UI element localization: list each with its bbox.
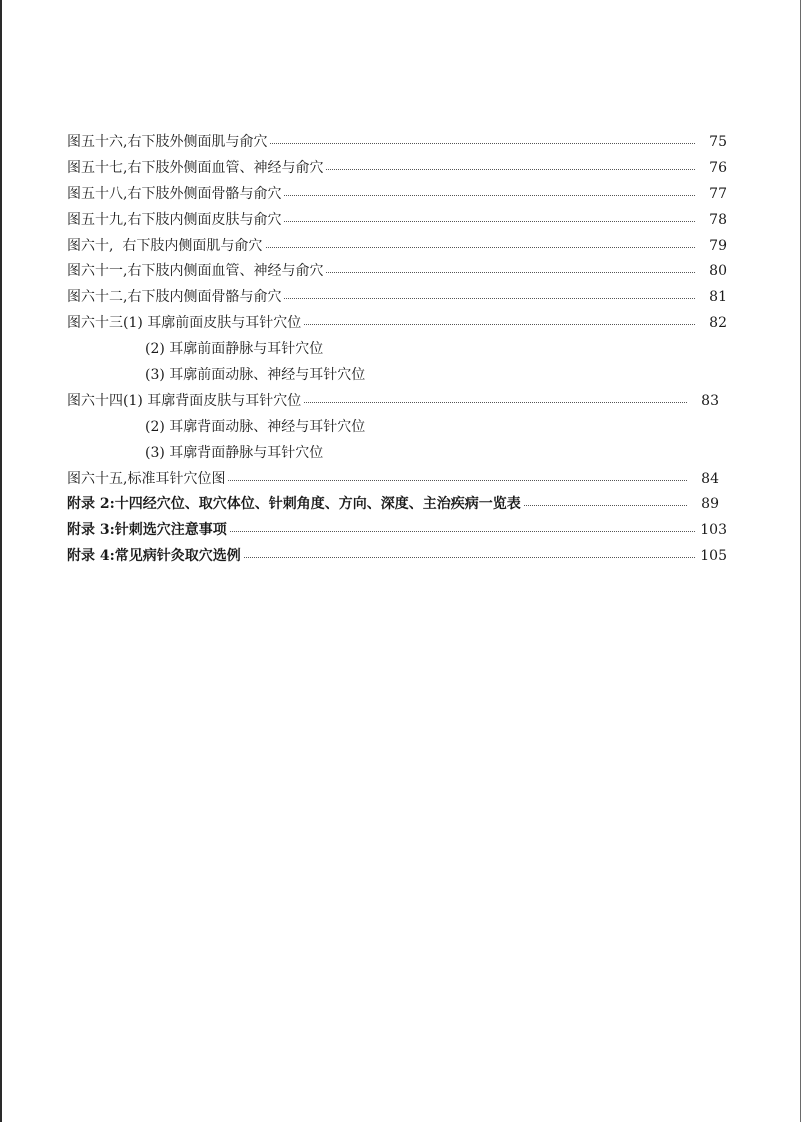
toc-appendix-entry[interactable] (67, 544, 727, 570)
table-of-contents (67, 130, 727, 570)
toc-subentry-label: (2) 耳廓前面静脉与耳针穴位 (145, 337, 326, 363)
toc-entry[interactable] (67, 156, 727, 182)
toc-entry-label: 图六十五,标准耳针穴位图 (67, 467, 228, 493)
toc-entry-label: 图五十九,右下肢内侧面皮肤与俞穴 (67, 208, 284, 234)
toc-entry-page: 83 (689, 389, 719, 415)
toc-subentry[interactable] (67, 441, 727, 467)
toc-subentry[interactable] (67, 337, 727, 363)
page-left-edge (0, 0, 2, 1122)
toc-entry[interactable] (67, 311, 727, 337)
toc-entry[interactable] (67, 389, 727, 415)
toc-entry-label: 附录 4:常见病针灸取穴选例 (67, 544, 244, 570)
toc-entry-label: 图五十六,右下肢外侧面肌与俞穴 (67, 130, 270, 156)
toc-entry-page: 78 (697, 208, 727, 234)
toc-entry-label: 图五十八,右下肢外侧面骨骼与俞穴 (67, 182, 284, 208)
toc-entry[interactable] (67, 259, 727, 285)
toc-entry-label: 图六十二,右下肢内侧面骨骼与俞穴 (67, 285, 284, 311)
toc-entry-label: 附录 3:针刺选穴注意事项 (67, 518, 230, 544)
toc-entry-label: 图六十四(1) 耳廓背面皮肤与耳针穴位 (67, 389, 304, 415)
toc-appendix-entry[interactable] (67, 518, 727, 544)
toc-entry-label: 图六十三(1) 耳廓前面皮肤与耳针穴位 (67, 311, 304, 337)
toc-subentry-label: (2) 耳廓背面动脉、神经与耳针穴位 (145, 415, 368, 441)
toc-subentry-label: (3) 耳廓前面动脉、神经与耳针穴位 (145, 363, 368, 389)
toc-entry-page: 76 (697, 156, 727, 182)
toc-entry[interactable] (67, 130, 727, 156)
toc-entry-label: 图六十一,右下肢内侧面血管、神经与俞穴 (67, 259, 326, 285)
toc-subentry[interactable] (67, 363, 727, 389)
toc-entry-page: 84 (689, 467, 719, 493)
toc-entry-label: 图六十, 右下肢内侧面肌与俞穴 (67, 234, 265, 260)
toc-entry-page: 82 (697, 311, 727, 337)
toc-entry-label: 图五十七,右下肢外侧面血管、神经与俞穴 (67, 156, 326, 182)
toc-subentry-label: (3) 耳廓背面静脉与耳针穴位 (145, 441, 326, 467)
toc-entry-page: 77 (697, 182, 727, 208)
toc-entry[interactable] (67, 285, 727, 311)
toc-entry-label: 附录 2:十四经穴位、取穴体位、针刺角度、方向、深度、主治疾病一览表 (67, 492, 524, 518)
toc-appendix-entry[interactable] (67, 492, 727, 518)
toc-entry-page: 89 (689, 492, 719, 518)
toc-entry-page: 80 (697, 259, 727, 285)
toc-entry[interactable] (67, 467, 727, 493)
toc-subentry[interactable] (67, 415, 727, 441)
toc-entry-page: 103 (697, 518, 727, 544)
toc-entry[interactable] (67, 234, 727, 260)
toc-entry-page: 105 (697, 544, 727, 570)
toc-entry-page: 75 (697, 130, 727, 156)
toc-entry-page: 79 (697, 234, 727, 260)
toc-entry[interactable] (67, 182, 727, 208)
toc-entry-page: 81 (697, 285, 727, 311)
toc-entry[interactable] (67, 208, 727, 234)
